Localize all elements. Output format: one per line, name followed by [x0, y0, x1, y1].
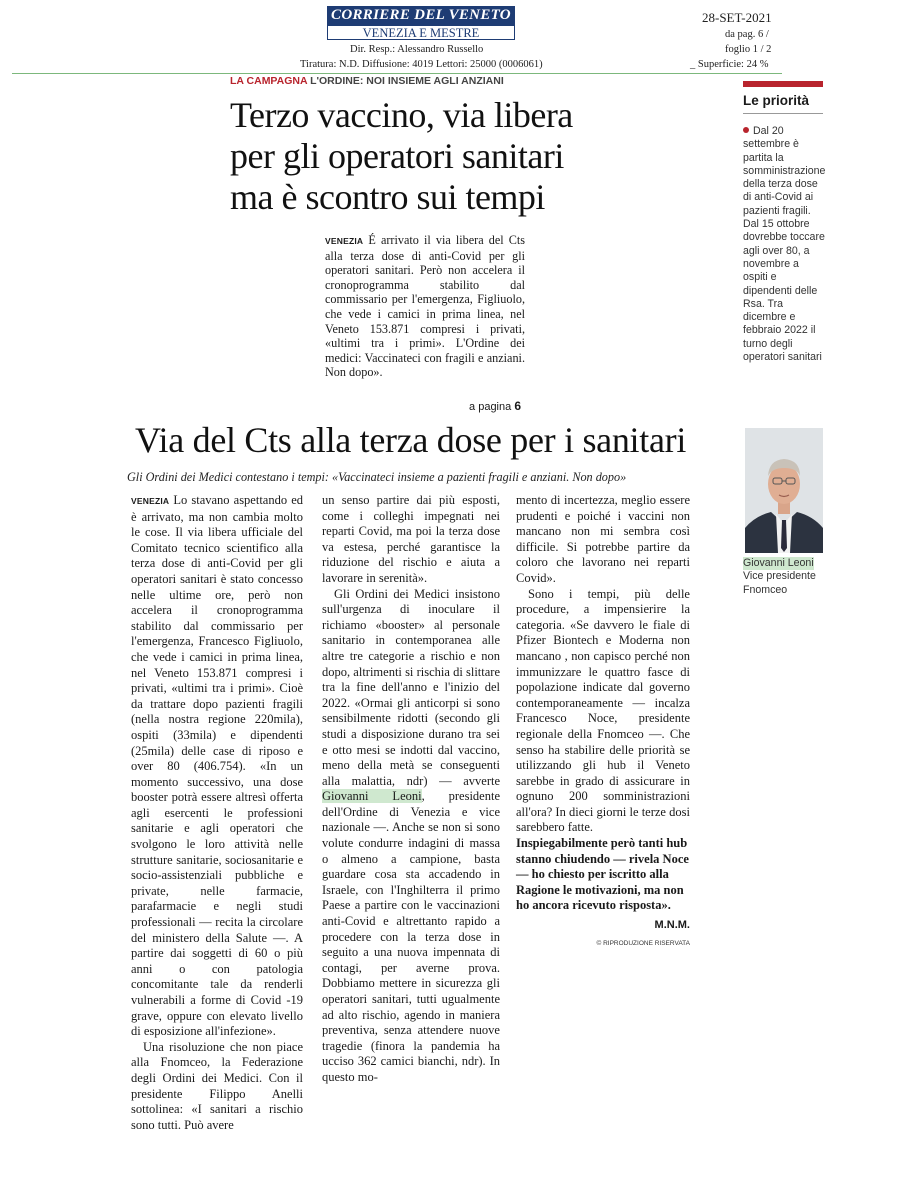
issue-date: 28-SET-2021	[702, 10, 772, 25]
newspaper-edition: VENEZIA E MESTRE	[327, 25, 515, 40]
headline-line-1: Terzo vaccino, via libera	[230, 95, 573, 135]
column-1-text-1: Lo stavano aspettando ed è arrivato, ma non cambia molto le cose. Il via libera ufficiale del Comitato tecnico scientifico alla terza dose di anti-Covid per gli operatori sanitari è stato concesso nelle ultime ore, però non accelera il cronoprogramma stabilito dal commissario per l'emergenza, Francesco Figliuolo, che vede i camici in prima linea, nel Veneto 153.871 compresi i privati, «ultimi tra i primi». Cioè da trattare dopo pazienti fragili (nella nostra regione 220mila), ospiti (33mila) e dipendenti (25mila) delle case di riposo e over 80 (406.754). «In un momento successivo, una dose booster potrà essere altresì offerta agli esercenti le professioni sanitarie e agli operatori che svolgono le loro attività nelle strutture sanitarie, sociosanitarie e socio-assistenziali pubbliche e private, nelle farmacie, parafarmacie e negli studi professionali — recita la circolare del ministero della Salute —. A partire dai soggetti di 60 o più anni o con patologia concomitante tale da renderli vulnerabili a forme di Covid -19 grave, oppure con elevato livello di esposizione all'infezione».	[131, 493, 303, 1039]
kicker-order: L'ORDINE: NOI INSIEME AGLI ANZIANI	[310, 75, 504, 87]
photo-caption	[743, 557, 833, 597]
column-3-text-2a: Sono i tempi, più delle procedure, a impensierire la categoria. «Se davvero le fiale di Pfizer Biontech e Moderna non mancano , non capisco perché non immunizzare le quattro fasce di popolazione indicate dal governo contemporaneamente — incalza Francesco Noce, presidente regionale della Fnomceo —. Che senso ha stabilire delle priorità se utilizzando gli hub il Veneto sarebbe in grado di assicurare in ognuno 200 somministrazioni all'ora? In dieci giorni le terze dosi sarebbero fatte.	[516, 586, 690, 835]
caption-role: Vice presidente Fnomceo	[743, 570, 816, 596]
sidebar-title: Le priorità	[743, 93, 810, 108]
surface-percentage: _ Superficie: 24 %	[690, 59, 769, 70]
column-3-paragraph-3: Inspiegabilmente però tanti hub stanno chiudendo — rivela Noce — ho chiesto per iscritto alla Ragione le motivazioni, ma non ho ancora ricevuto risposta».	[516, 836, 689, 913]
newspaper-logo: CORRIERE DEL VENETO	[327, 6, 515, 25]
masthead-divider	[12, 73, 782, 74]
sidebar-body: Dal 20 settembre è partita la somministrazione della terza dose di anti-Covid ai pazienti fragili. Dal 15 ottobre dovrebbe toccare agli over 80, a novembre a ospiti e dipendenti delle Rsa. Tra dicembre e febbraio 2022 il turno degli operatori sanitari	[743, 125, 826, 364]
sheet-reference: foglio 1 / 2	[725, 44, 772, 55]
lead-text: É arrivato il via libera del Cts alla terza dose di anti-Covid per gli operatori sanitari. Però non accelera il cronoprogramma stabilito dal commissario per l'emergenza, Figliuolo, che vede i camici in prima linea, nel Veneto 153.871 compresi i privati, «ultimi tra i primi». L'Ordine dei medici: Vaccinateci con fragili e anziani. Non dopo».	[325, 233, 525, 380]
kicker-campaign: LA CAMPAGNA	[230, 75, 308, 87]
article-place: VENEZIA	[131, 496, 170, 506]
headline-line-2: per gli operatori sanitari	[230, 136, 564, 176]
page-pointer-number: 6	[514, 399, 521, 413]
column-1-paragraph-2: Una risoluzione che non piace alla Fnomceo, la Federazione degli Ordini dei Medici. Con il presidente Filippo Anelli sottolinea: «I sanitari a rischio sono tutti. Può avere	[131, 1039, 303, 1132]
column-2-text-2b: , presidente dell'Ordine di Venezia e vice nazionale —. Anche se non si sono volute condurre indagini di massa o almeno a campione, basta guardare cosa sta accadendo in Israele, con l'Inghilterra il primo Paese a partire con le vaccinazioni anti-Covid e altrettanto rapido a procedere con la terza dose in seguito a una nuova impennata di contagi, per averne prova. Dobbiamo mettere in sicurezza gli operatori sanitari, tutti ugualmente ad alto rischio, agendo in maniera preventiva, senza attendere nuove tragedie (finora la pandemia ha ucciso 362 camici bianchi, ndr). In questo mo-	[322, 789, 500, 1084]
lead-place: VENEZIA	[325, 236, 364, 246]
sidebar-divider	[743, 113, 823, 114]
portrait-photo	[745, 428, 823, 553]
author-signature: M.N.M.	[654, 919, 690, 932]
column-3-paragraph-1: mento di incertezza, meglio essere prudenti e poiché i vaccini non mancano non mi sembra così difficile. Si potrebbe partire da coloro che lavorano nei reparti Covid».	[516, 493, 690, 585]
bullet-icon	[743, 127, 749, 133]
copyright-notice: © RIPRODUZIONE RISERVATA	[596, 939, 690, 947]
column-2-text-2a: Gli Ordini dei Medici insistono sull'urgenza di inoculare il richiamo «booster» al personale sanitario in contemporanea alle altre tre categorie a rischio e non dopo, altrimenti si rischia di slittare tra la fine dell'anno e l'inizio del 2022. «Ormai gli anticorpi si sono sensibilmente ridotti (secondo gli studi a disposizione durano tra sei e otto mesi se indotti dal vaccino, meno della metà se conseguenti alla malattia, ndr) — avverte	[322, 586, 500, 788]
column-3-paragraph-2	[516, 587, 690, 837]
sidebar-accent-bar	[743, 81, 823, 87]
circulation-line: Tiratura: N.D. Diffusione: 4019 Lettori: 25000 (0006061)	[300, 59, 543, 70]
page-pointer	[325, 399, 521, 413]
page-reference: da pag. 6 /	[725, 29, 769, 40]
column-1-paragraph-1	[131, 493, 303, 1040]
article-column-1	[131, 493, 303, 1133]
caption-name: Giovanni Leoni	[743, 557, 814, 569]
lead-paragraph	[325, 233, 525, 380]
section-kicker	[230, 75, 504, 87]
article-title: Via del Cts alla terza dose per i sanitari	[135, 420, 687, 460]
page-pointer-label: a pagina	[469, 401, 512, 413]
director-line: Dir. Resp.: Alessandro Russello	[350, 44, 484, 55]
main-headline	[230, 95, 573, 218]
column-2-paragraph-2	[322, 587, 500, 1086]
portrait-illustration	[745, 428, 823, 553]
article-subtitle: Gli Ordini dei Medici contestano i tempi: «Vaccinateci insieme a pazienti fragili e anziani. Non dopo»	[127, 470, 627, 484]
column-2-paragraph-1: un senso partire dai più esposti, come i colleghi impegnati nei reparti Covid, ma poi la terza dose va estesa, perché garantisce la riduzione del rischio e aiuta a lavorare in serenità».	[322, 493, 500, 585]
headline-line-3: ma è scontro sui tempi	[230, 177, 545, 217]
highlighted-name: Giovanni Leoni	[322, 789, 422, 804]
article-column-2	[322, 493, 500, 1086]
article-column-3	[516, 493, 690, 951]
sidebar-text	[743, 125, 825, 364]
